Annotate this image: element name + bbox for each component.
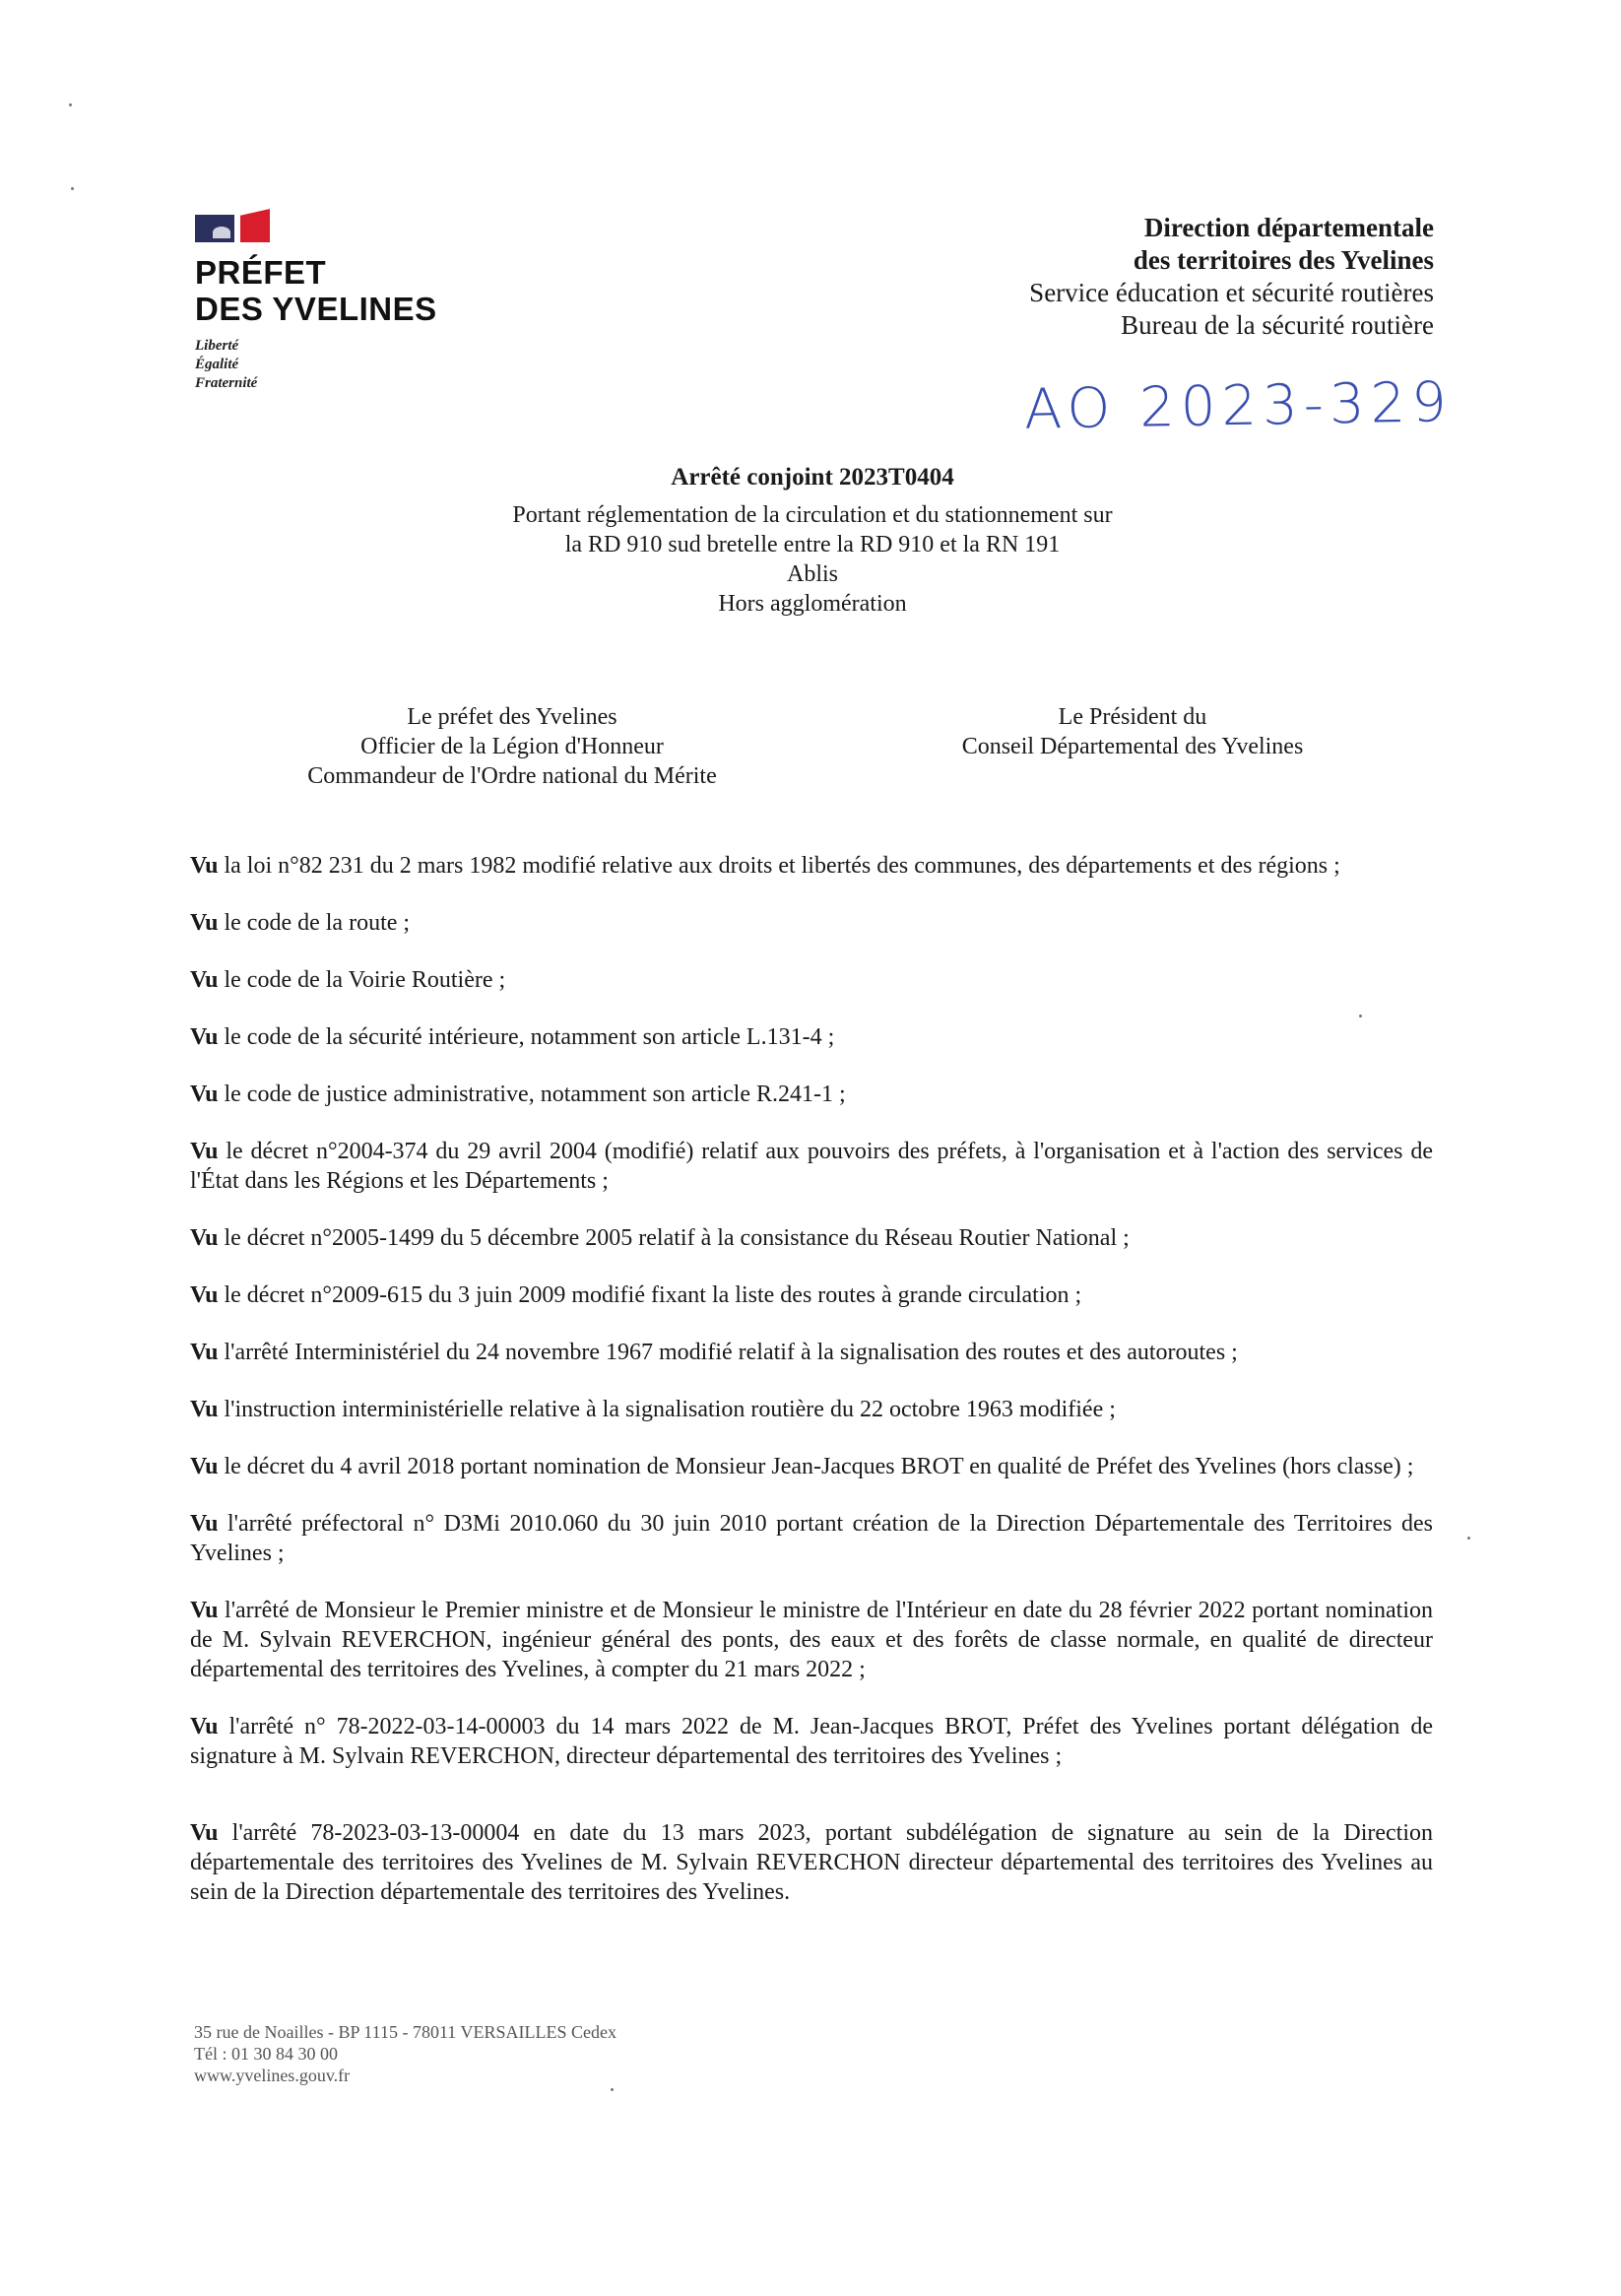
flag-red-part — [240, 209, 270, 242]
signatory-left-line3: Commandeur de l'Ordre national du Mérite — [307, 763, 717, 789]
recital-text: le code de la Voirie Routière ; — [224, 967, 506, 993]
recital-item — [190, 1509, 1433, 1568]
recital-vu: Vu — [190, 1082, 219, 1107]
recital-item — [190, 1452, 1433, 1481]
prefet-logo — [195, 207, 451, 393]
recital-item — [190, 1223, 1433, 1253]
recital-item — [190, 1712, 1433, 1771]
recital-item — [190, 851, 1433, 881]
recital-text: l'arrêté n° 78-2022-03-14-00003 du 14 mars 2022 de M. Jean-Jacques BROT, Préfet des Yvelines portant délégation de signature à M. Sylvain REVERCHON, directeur départemental des territoires des Yvelines ; — [190, 1714, 1433, 1769]
recital-vu: Vu — [190, 910, 219, 936]
scan-speck — [71, 187, 74, 190]
motto-fraternite: Fraternité — [195, 375, 258, 391]
recital-vu: Vu — [190, 1024, 219, 1050]
footer-website: www.yvelines.gouv.fr — [194, 2066, 351, 2085]
recital-vu: Vu — [190, 1225, 219, 1251]
recital-item — [190, 1395, 1433, 1424]
recital-item — [190, 1137, 1433, 1196]
motto-liberte: Liberté — [195, 338, 239, 354]
recital-vu: Vu — [190, 853, 219, 879]
scan-speck — [69, 103, 72, 106]
handwritten-reference: AO 2023-329 — [1023, 370, 1454, 442]
signatory-right-line1: Le Président du — [1058, 704, 1207, 730]
recital-item — [190, 1280, 1433, 1310]
scan-speck — [1467, 1537, 1470, 1540]
header-department — [745, 212, 1434, 342]
signatory-left-line1: Le préfet des Yvelines — [407, 704, 617, 730]
recital-text: le code de la route ; — [224, 910, 411, 936]
header-line2: des territoires des Yvelines — [1133, 245, 1434, 275]
recital-text: le code de la sécurité intérieure, notamment son article L.131-4 ; — [224, 1024, 835, 1050]
header-line3: Service éducation et sécurité routières — [1029, 278, 1434, 307]
marianne-flag-icon — [195, 207, 451, 242]
footer-contact — [194, 2021, 616, 2086]
logo-name — [195, 254, 451, 327]
recital-vu: Vu — [190, 1820, 219, 1846]
scan-speck — [1359, 1015, 1362, 1017]
recital-vu: Vu — [190, 1714, 219, 1739]
recital-vu: Vu — [190, 1340, 219, 1365]
signatory-prefet — [236, 702, 788, 791]
recital-vu: Vu — [190, 1397, 219, 1422]
recital-vu: Vu — [190, 1511, 219, 1537]
decree-subtitle-line4: Hors agglomération — [718, 591, 907, 617]
scan-speck — [611, 2088, 614, 2091]
recital-text: l'arrêté de Monsieur le Premier ministre et de Monsieur le ministre de l'Intérieur en date du 28 février 2022 portant nomination de M. Sylvain REVERCHON, ingénieur général des ponts, des eaux et des forêts de classe normale, en qualité de directeur départemental des territoires des Yvelines, à compter du 21 mars 2022 ; — [190, 1598, 1434, 1682]
recital-vu: Vu — [190, 1454, 219, 1479]
recital-text: le décret n°2004-374 du 29 avril 2004 (modifié) relatif aux pouvoirs des préfets, à l'organisation et à l'action des services de l'État dans les Régions et les Départements ; — [190, 1139, 1434, 1194]
recital-item — [190, 1080, 1433, 1109]
recital-vu: Vu — [190, 1598, 219, 1623]
recital-item — [190, 1818, 1433, 1907]
decree-subtitle-line2: la RD 910 sud bretelle entre la RD 910 et la RN 191 — [564, 532, 1061, 558]
recital-vu: Vu — [190, 967, 219, 993]
recital-text: le code de justice administrative, notamment son article R.241-1 ; — [224, 1082, 846, 1107]
recital-item — [190, 1596, 1433, 1684]
recital-item — [190, 965, 1433, 995]
recital-text: l'arrêté 78-2023-03-13-00004 en date du 13 mars 2023, portant subdélégation de signature au sein de la Direction départementale des territoires des Yvelines de M. Sylvain REVERCHON directeur départemental des territoires des Yvelines au sein de la Direction départementale des territoires des Yvelines. — [190, 1820, 1434, 1905]
recital-text: le décret du 4 avril 2018 portant nomination de Monsieur Jean-Jacques BROT en qualité de Préfet des Yvelines (hors classe) ; — [224, 1454, 1414, 1479]
recital-item — [190, 1338, 1433, 1367]
signatory-president — [857, 702, 1408, 761]
header-line4: Bureau de la sécurité routière — [1121, 310, 1434, 340]
logo-name-line2: DES YVELINES — [195, 291, 437, 327]
header-line1: Direction départementale — [1143, 213, 1434, 242]
recital-text: le décret n°2005-1499 du 5 décembre 2005 relatif à la consistance du Réseau Routier National ; — [224, 1225, 1130, 1251]
recital-item — [190, 1022, 1433, 1052]
footer-address: 35 rue de Noailles - BP 1115 - 78011 VERSAILLES Cedex — [194, 2022, 616, 2042]
recital-text: l'arrêté préfectoral n° D3Mi 2010.060 du 30 juin 2010 portant création de la Direction Départementale des Territoires des Yvelines ; — [190, 1511, 1434, 1566]
recitals-list — [190, 851, 1433, 1907]
decree-subtitle-line3: Ablis — [786, 561, 838, 587]
logo-motto — [195, 337, 451, 393]
recital-vu: Vu — [190, 1139, 219, 1164]
footer-phone: Tél : 01 30 84 30 00 — [194, 2044, 338, 2064]
decree-subtitle-line1: Portant réglementation de la circulation et du stationnement sur — [512, 502, 1113, 528]
decree-title: Arrêté conjoint 2023T0404 — [671, 464, 954, 491]
decree-title-block — [394, 463, 1231, 619]
flag-blue-part — [195, 215, 234, 242]
signatory-right-line2: Conseil Départemental des Yvelines — [961, 734, 1304, 759]
logo-name-line1: PRÉFET — [195, 254, 327, 291]
recital-item — [190, 908, 1433, 938]
signatory-left-line2: Officier de la Légion d'Honneur — [360, 734, 664, 759]
recital-text: la loi n°82 231 du 2 mars 1982 modifié relative aux droits et libertés des communes, des départements et des régions ; — [224, 853, 1340, 879]
recital-text: le décret n°2009-615 du 3 juin 2009 modifié fixant la liste des routes à grande circulation ; — [224, 1282, 1082, 1308]
recital-text: l'instruction interministérielle relative à la signalisation routière du 22 octobre 1963 modifiée ; — [224, 1397, 1116, 1422]
recital-vu: Vu — [190, 1282, 219, 1308]
recital-text: l'arrêté Interministériel du 24 novembre 1967 modifié relatif à la signalisation des routes et des autoroutes ; — [224, 1340, 1238, 1365]
motto-egalite: Égalité — [195, 357, 239, 372]
